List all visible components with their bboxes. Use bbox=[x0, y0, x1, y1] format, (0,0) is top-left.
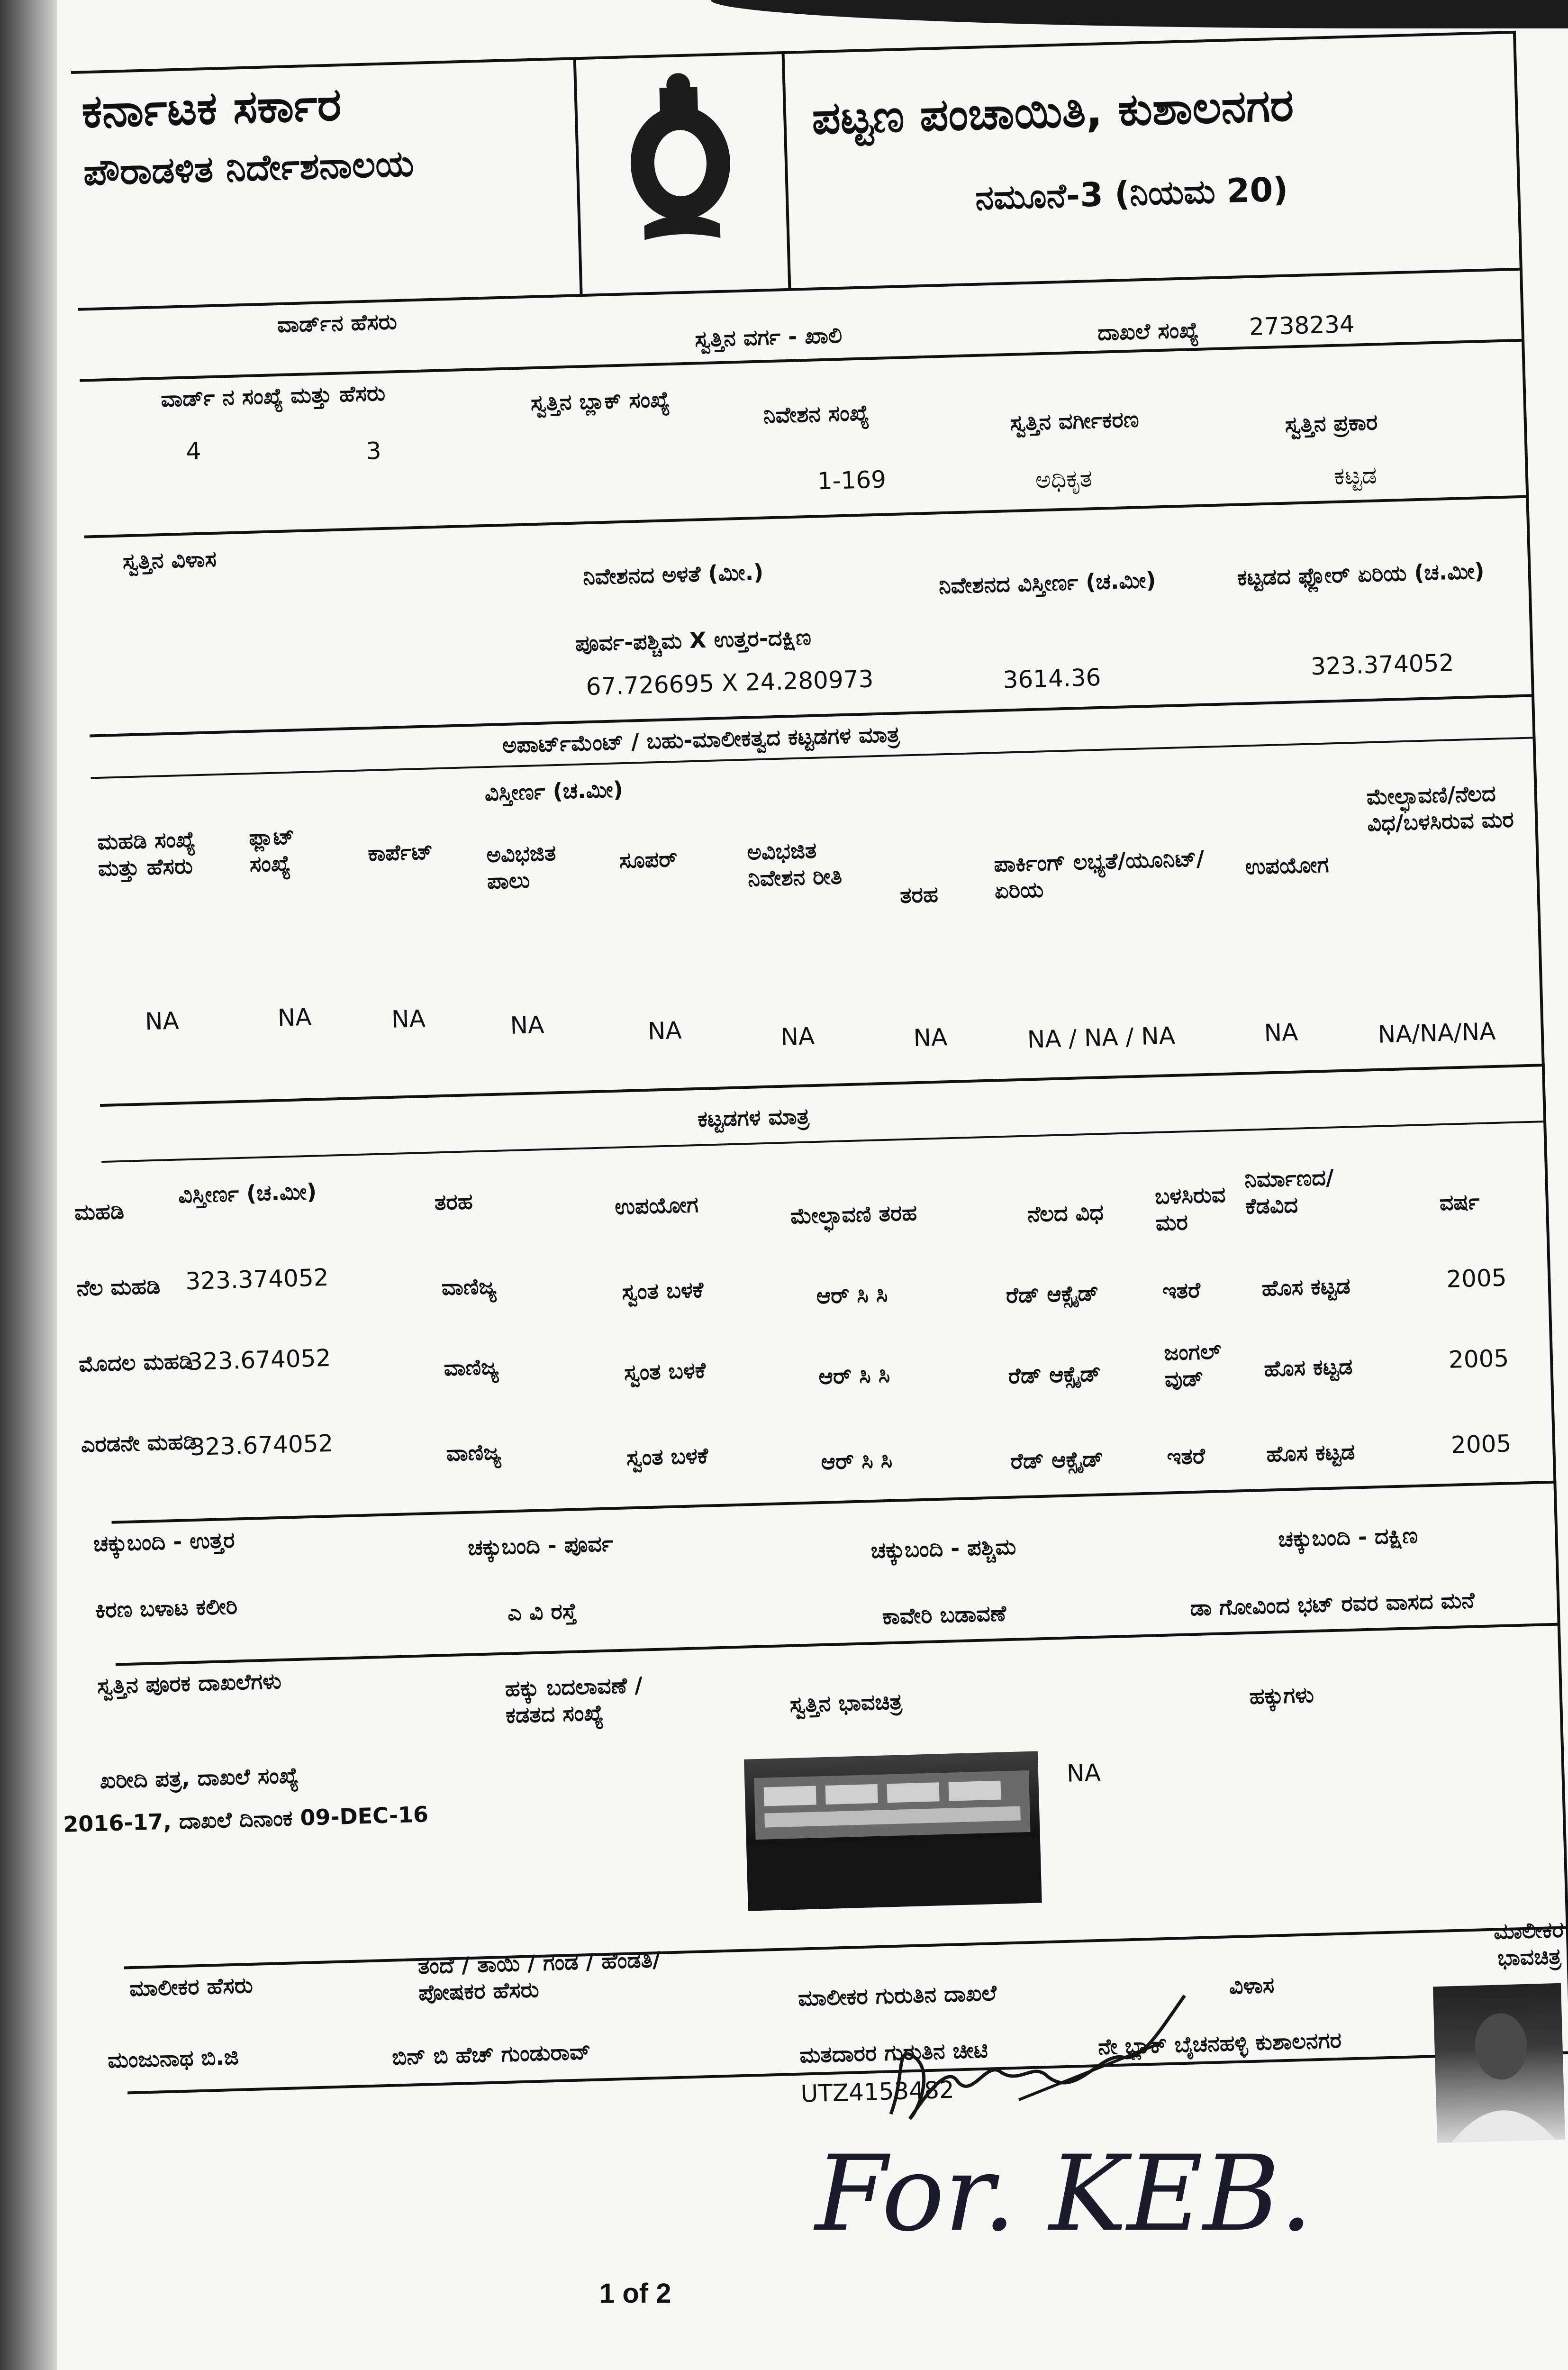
address-label: ಸ್ವತ್ತಿನ ವಿಳಾಸ bbox=[122, 546, 217, 574]
bldg-cell: ರೆಡ್ ಆಕ್ಸೈಡ್ bbox=[1006, 1280, 1099, 1308]
floor-no-header: ಮಹಡಿ ಸಂಖ್ಯೆ ಮತ್ತು ಹೆಸರು bbox=[97, 826, 196, 882]
apt-value: NA bbox=[277, 1003, 312, 1032]
page-number: 1 of 2 bbox=[599, 2278, 671, 2309]
property-photo bbox=[744, 1751, 1042, 1911]
apt-value: NA bbox=[647, 1016, 682, 1045]
rule bbox=[116, 1623, 1560, 1666]
panchayat-title: ಪಟ್ಟಣ ಪಂಚಾಯಿತಿ, ಕುಶಾಲನಗರ bbox=[811, 80, 1295, 145]
form-number: ನಮೂನೆ-3 (ನಿಯಮ 20) bbox=[975, 170, 1289, 218]
bldg-cell: ಜಂಗಲ್ ವುಡ್ bbox=[1163, 1338, 1222, 1392]
flat-no-header: ಫ್ಲಾಟ್ ಸಂಖ್ಯೆ bbox=[248, 823, 295, 877]
owner-id-type: ಮತದಾರರ ಗುರುತಿನ ಚೀಟಿ bbox=[799, 2037, 988, 2068]
building-title: ಕಟ್ಟಡಗಳ ಮಾತ್ರ bbox=[697, 1103, 810, 1132]
bldg-cell: ಹೊಸ ಕಟ್ಟಡ bbox=[1263, 1353, 1353, 1382]
boundary-west-label: ಚಕ್ಕುಬಂದಿ - ಪಶ್ಚಿಮ bbox=[870, 1533, 1016, 1564]
book-spine-shadow bbox=[0, 0, 57, 2370]
bldg-cell: ಆರ್ ಸಿ ಸಿ bbox=[816, 1281, 888, 1309]
property-kind-label: ಸ್ವತ್ತಿನ ಪ್ರಕಾರ bbox=[1285, 409, 1378, 438]
boundary-north-value: ಕಿರಣ ಬಳಾಟ ಕಲೀರಿ bbox=[94, 1593, 238, 1623]
rule bbox=[100, 1064, 1545, 1107]
top-edge-shadow bbox=[711, 0, 1568, 28]
parking-header: ಪಾರ್ಕಿಂಗ್ ಲಭ್ಯತೆ/ಯೂನಿಟ್/ಏರಿಯ bbox=[993, 845, 1205, 904]
floor-row-label: ನೆಲ ಮಹಡಿ bbox=[76, 1273, 161, 1301]
owner-parent: ಬಿನ್ ಬಿ ಹೆಚ್ ಗುಂಡುರಾವ್ bbox=[391, 2039, 591, 2070]
boundary-east-value: ಎ ವಿ ರಸ್ತೆ bbox=[507, 1598, 577, 1626]
bldg-area-header: ವಿಸ್ತೀರ್ಣ (ಚ.ಮೀ) bbox=[178, 1178, 317, 1208]
rule bbox=[101, 1121, 1546, 1163]
bldg-cell: 323.374052 bbox=[185, 1263, 329, 1295]
rule bbox=[71, 31, 1516, 74]
apt-value: NA bbox=[509, 1011, 544, 1039]
rights-value: NA bbox=[1066, 1759, 1101, 1787]
block-no-value: 3 bbox=[365, 437, 382, 465]
classification-label: ಸ್ವತ್ತಿನ ವರ್ಗೀಕರಣ bbox=[1009, 406, 1140, 436]
site-no-value: 1-169 bbox=[816, 465, 887, 495]
ward-name-label: ವಾರ್ಡ್‌ನ ಹೆಸರು bbox=[277, 309, 398, 338]
rule bbox=[573, 57, 583, 294]
karnataka-emblem-icon bbox=[607, 71, 754, 246]
super-header: ಸೂಪರ್ bbox=[619, 846, 678, 874]
bldg-roof-header: ಮೇಲ್ಛಾವಣಿ ತರಹ bbox=[790, 1200, 917, 1229]
owner-id-label: ಮಾಲೀಕರ ಗುರುತಿನ ದಾಖಲೆ bbox=[798, 1980, 997, 2011]
site-no-label: ನಿವೇಶನ ಸಂಖ್ಯೆ bbox=[763, 400, 870, 428]
owner-photo-label: ಮಾಲೀಕರ ಭಾವಚಿತ್ರ bbox=[1493, 1916, 1564, 1971]
block-no-label: ಸ್ವತ್ತಿನ ಬ್ಲಾಕ್ ಸಂಖ್ಯೆ bbox=[530, 386, 671, 416]
record-no-value: 2738234 bbox=[1249, 310, 1355, 341]
area-group-label: ವಿಸ್ತೀರ್ಣ (ಚ.ಮೀ) bbox=[484, 776, 624, 806]
bldg-cell: ವಾಣಿಜ್ಯ bbox=[443, 1353, 499, 1381]
site-area-value: 3614.36 bbox=[1002, 663, 1102, 694]
rule bbox=[124, 1926, 1568, 1969]
handwritten-note: For. KEB. bbox=[815, 2133, 1313, 2254]
bldg-cell: ಹೊಸ ಕಟ್ಟಡ bbox=[1261, 1273, 1351, 1301]
bldg-cell: 323.674052 bbox=[187, 1344, 332, 1376]
type-header: ತರಹ bbox=[899, 881, 939, 908]
property-record-form bbox=[63, 31, 1568, 2108]
bldg-type-header: ತರಹ bbox=[434, 1188, 473, 1215]
bldg-usage-header: ಉಪಯೋಗ bbox=[614, 1191, 699, 1220]
owner-address-label: ವಿಳಾಸ bbox=[1229, 1972, 1275, 1999]
owner-parent-label: ತಂದೆ / ತಾಯಿ / ಗಂಡ / ಹೆಂಡತಿ/ಪೋಷಕರ ಹೆಸರು bbox=[417, 1946, 661, 2006]
rights-label: ಹಕ್ಕುಗಳು bbox=[1249, 1682, 1314, 1709]
rule bbox=[111, 1481, 1556, 1524]
apt-value: NA / NA / NA bbox=[1027, 1021, 1176, 1054]
boundary-south-value: ಡಾ ಗೋವಿಂದ ಭಟ್ ರವರ ವಾಸದ ಮನೆ bbox=[1189, 1587, 1475, 1621]
owner-id-number: UTZ4153482 bbox=[800, 2076, 955, 2108]
boundary-west-value: ಕಾವೇರಿ ಬಡಾವಣೆ bbox=[881, 1600, 1006, 1630]
bldg-cell: ಇತರೆ bbox=[1162, 1277, 1201, 1304]
floor-area-label: ಕಟ್ಟಡದ ಫ್ಲೋರ್ ಏರಿಯ (ಚ.ಮೀ) bbox=[1237, 558, 1485, 591]
classification-value: ಅಧಿಕೃತ bbox=[1035, 465, 1093, 494]
dimension-label: ನಿವೇಶನದ ಅಳತೆ (ಮೀ.) bbox=[582, 559, 764, 590]
apartment-title: ಅಪಾರ್ಟ್‌ಮೆಂಟ್ / ಬಹು-ಮಾಲೀಕತ್ವದ ಕಟ್ಟಡಗಳ ಮಾತ್ರ bbox=[502, 721, 900, 758]
bldg-cell: 2005 bbox=[1450, 1430, 1512, 1459]
floor-row-label: ಎರಡನೇ ಮಹಡಿ bbox=[81, 1428, 198, 1458]
bldg-cell: ವಾಣಿಜ್ಯ bbox=[445, 1439, 502, 1467]
supporting-docs-label: ಸ್ವತ್ತಿನ ಪೂರಕ ದಾಖಲೆಗಳು bbox=[97, 1668, 282, 1699]
bldg-cell: ರೆಡ್ ಆಕ್ಸೈಡ್ bbox=[1010, 1446, 1104, 1474]
bldg-cell: ಆರ್ ಸಿ ಸಿ bbox=[818, 1361, 890, 1390]
property-photo-label: ಸ್ವತ್ತಿನ ಭಾವಚಿತ್ರ bbox=[789, 1688, 903, 1717]
bldg-floor-header: ನೆಲದ ವಿಧ bbox=[1027, 1199, 1104, 1227]
rule bbox=[1513, 31, 1568, 2054]
property-type-label: ಸ್ವತ್ತಿನ ವರ್ಗ - ಖಾಲಿ bbox=[694, 322, 843, 352]
dimension-value: 67.726695 X 24.280973 bbox=[585, 665, 874, 701]
rule bbox=[78, 268, 1523, 311]
boundary-east-label: ಚಕ್ಕುಬಂದಿ - ಪೂರ್ವ bbox=[467, 1531, 614, 1560]
owner-name-label: ಮಾಲೀಕರ ಹೆಸರು bbox=[129, 1972, 254, 2002]
bldg-cell: ಸ್ವಂತ ಬಳಕೆ bbox=[621, 1276, 704, 1305]
doc-line-2: 2016-17, ದಾಖಲೆ ದಿನಾಂಕ 09-DEC-16 bbox=[63, 1801, 429, 1837]
apt-value: NA bbox=[391, 1004, 426, 1033]
bldg-construction-header: ನಿರ್ಮಾಣದ/ಕೆಡವಿದ bbox=[1244, 1164, 1334, 1219]
bldg-cell: 323.674052 bbox=[190, 1429, 334, 1461]
bldg-cell: ಸ್ವಂತ ಬಳಕೆ bbox=[624, 1357, 706, 1386]
bldg-wood-header: ಬಳಸಿರುವ ಮರ bbox=[1154, 1181, 1226, 1236]
carpet-header: ಕಾರ್ಪೆಟ್ bbox=[367, 839, 434, 866]
boundary-north-label: ಚಕ್ಕುಬಂದಿ - ಉತ್ತರ bbox=[93, 1527, 236, 1557]
apt-value: NA bbox=[1263, 1018, 1299, 1047]
bldg-cell: ಆರ್ ಸಿ ಸಿ bbox=[820, 1447, 893, 1475]
bldg-cell: 2005 bbox=[1446, 1264, 1507, 1293]
site-area-label: ನಿವೇಶನದ ವಿಸ್ತೀರ್ಣ (ಚ.ಮೀ) bbox=[938, 567, 1157, 599]
ward-no-value: 4 bbox=[185, 437, 202, 465]
bldg-cell: ವಾಣಿಜ್ಯ bbox=[441, 1273, 497, 1301]
directorate-title: ಪೌರಾಡಳಿತ ನಿರ್ದೇಶನಾಲಯ bbox=[82, 142, 415, 194]
undivided-site-header: ಅವಿಭಜಿತ ನಿವೇಶನ ರೀತಿ bbox=[746, 837, 843, 892]
owner-name: ಮಂಜುನಾಥ ಬಿ.ಜಿ bbox=[107, 2043, 239, 2073]
apt-value: NA bbox=[913, 1023, 948, 1052]
record-no-label: ದಾಖಲೆ ಸಂಖ್ಯೆ bbox=[1097, 317, 1199, 346]
bldg-cell: ಹೊಸ ಕಟ್ಟಡ bbox=[1266, 1439, 1355, 1467]
floor-row-label: ಮೊದಲ ಮಹಡಿ bbox=[78, 1348, 193, 1377]
rights-change-label: ಹಕ್ಕು ಬದಲಾವಣೆ / ಕಡತದ ಸಂಖ್ಯೆ bbox=[504, 1672, 643, 1728]
bldg-cell: ರೆಡ್ ಆಕ್ಸೈಡ್ bbox=[1007, 1360, 1101, 1389]
floor-area-value: 323.374052 bbox=[1310, 649, 1454, 681]
ward-no-label: ವಾರ್ಡ್ ನ ಸಂಖ್ಯೆ ಮತ್ತು ಹೆಸರು bbox=[160, 380, 386, 412]
signature-scribble bbox=[877, 1958, 1208, 2138]
doc-line-1: ಖರೀದಿ ಪತ್ರ, ದಾಖಲೆ ಸಂಖ್ಯೆ bbox=[99, 1762, 299, 1794]
apt-value: NA/NA/NA bbox=[1378, 1017, 1496, 1048]
bldg-cell: 2005 bbox=[1448, 1344, 1510, 1374]
rule bbox=[781, 51, 791, 288]
govt-title: ಕರ್ನಾಟಕ ಸರ್ಕಾರ bbox=[81, 78, 342, 138]
owner-address: ನೇ ಬ್ಲಾಕ್ ಬೈಚನಹಳ್ಳಿ ಕುಶಾಲನಗರ bbox=[1097, 2027, 1342, 2060]
owner-photo bbox=[1433, 1983, 1565, 2143]
property-kind-value: ಕಟ್ಟಡ bbox=[1333, 461, 1378, 490]
floor-row-header: ಮಹಡಿ bbox=[74, 1198, 125, 1225]
bldg-cell: ಇತರೆ bbox=[1166, 1443, 1205, 1470]
usage-header: ಉಪಯೋಗ bbox=[1245, 851, 1330, 880]
apt-value: NA bbox=[145, 1007, 180, 1036]
undivided-share-header: ಅವಿಭಜಿತ ಪಾಲು bbox=[486, 840, 556, 894]
roof-floor-wood-header: ಮೇಲ್ಛಾವಣಿ/ನೆಲದ ವಿಧ/ಬಳಸಿರುವ ಮರ bbox=[1366, 780, 1514, 837]
boundary-south-label: ಚಕ್ಕುಬಂದಿ - ದಕ್ಷಿಣ bbox=[1278, 1522, 1418, 1552]
apt-value: NA bbox=[780, 1022, 815, 1051]
rule bbox=[84, 495, 1529, 538]
dimension-sub: ಪೂರ್ವ-ಪಶ್ಚಿಮ X ಉತ್ತರ-ದಕ್ಷಿಣ bbox=[575, 624, 812, 656]
bldg-cell: ಸ್ವಂತ ಬಳಕೆ bbox=[626, 1442, 708, 1471]
bldg-year-header: ವರ್ಷ bbox=[1439, 1188, 1480, 1216]
